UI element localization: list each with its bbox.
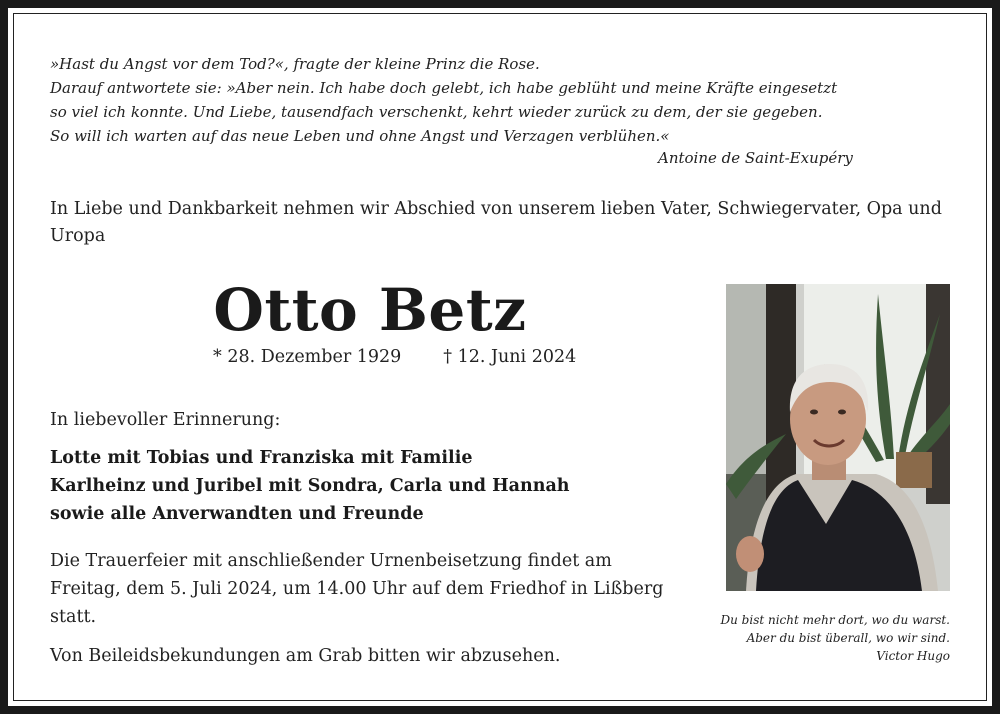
quote-line: »Hast du Angst vor dem Tod?«, fragte der kleine Prinz die Rose. [50, 55, 540, 73]
condolence-note: Von Beileidsbekundungen am Grab bitten wir abzusehen. [50, 646, 561, 666]
ceremony-line: statt. [50, 607, 97, 627]
quote-author: Antoine de Saint-Exupéry [658, 149, 853, 167]
quote-line: Darauf antwortete sie: »Aber nein. Ich habe doch gelebt, ich habe geblüht und meine Kräfte eingesetzt [50, 79, 838, 97]
photo-quote [708, 611, 950, 665]
photo-quote-author: Victor Hugo [876, 649, 950, 663]
memory-label: In liebevoller Erinnerung: [50, 410, 281, 430]
ceremony-info [50, 547, 690, 631]
quote-line: So will ich warten auf das neue Leben und ohne Angst und Verzagen verblühen.« [50, 127, 670, 145]
opening-quote [50, 52, 870, 148]
portrait-photo [726, 284, 950, 591]
mourners-list [50, 444, 570, 528]
life-dates [213, 347, 576, 367]
mourner-line: Karlheinz und Juribel mit Sondra, Carla und Hannah [50, 476, 570, 496]
birth-date: * 28. Dezember 1929 [213, 347, 402, 367]
deceased-name: Otto Betz [213, 276, 527, 344]
ceremony-line: Freitag, dem 5. Juli 2024, um 14.00 Uhr auf dem Friedhof in Lißberg [50, 579, 664, 599]
photo-quote-line: Du bist nicht mehr dort, wo du warst. [720, 613, 950, 627]
death-date: † 12. Juni 2024 [443, 347, 577, 367]
portrait-illustration [726, 284, 950, 591]
mourner-line: Lotte mit Tobias und Franziska mit Familie [50, 448, 473, 468]
ceremony-line: Die Trauerfeier mit anschließender Urnenbeisetzung findet am [50, 551, 612, 571]
obituary-card [8, 8, 992, 706]
mourner-line: sowie alle Anverwandten und Freunde [50, 504, 424, 524]
intro-text: In Liebe und Dankbarkeit nehmen wir Abschied von unserem lieben Vater, Schwiegervater, Opa und Uropa [50, 199, 942, 246]
quote-line: so viel ich konnte. Und Liebe, tausendfach verschenkt, kehrt wieder zurück zu dem, der sie gegeben. [50, 103, 823, 121]
photo-quote-line: Aber du bist überall, wo wir sind. [746, 631, 950, 645]
